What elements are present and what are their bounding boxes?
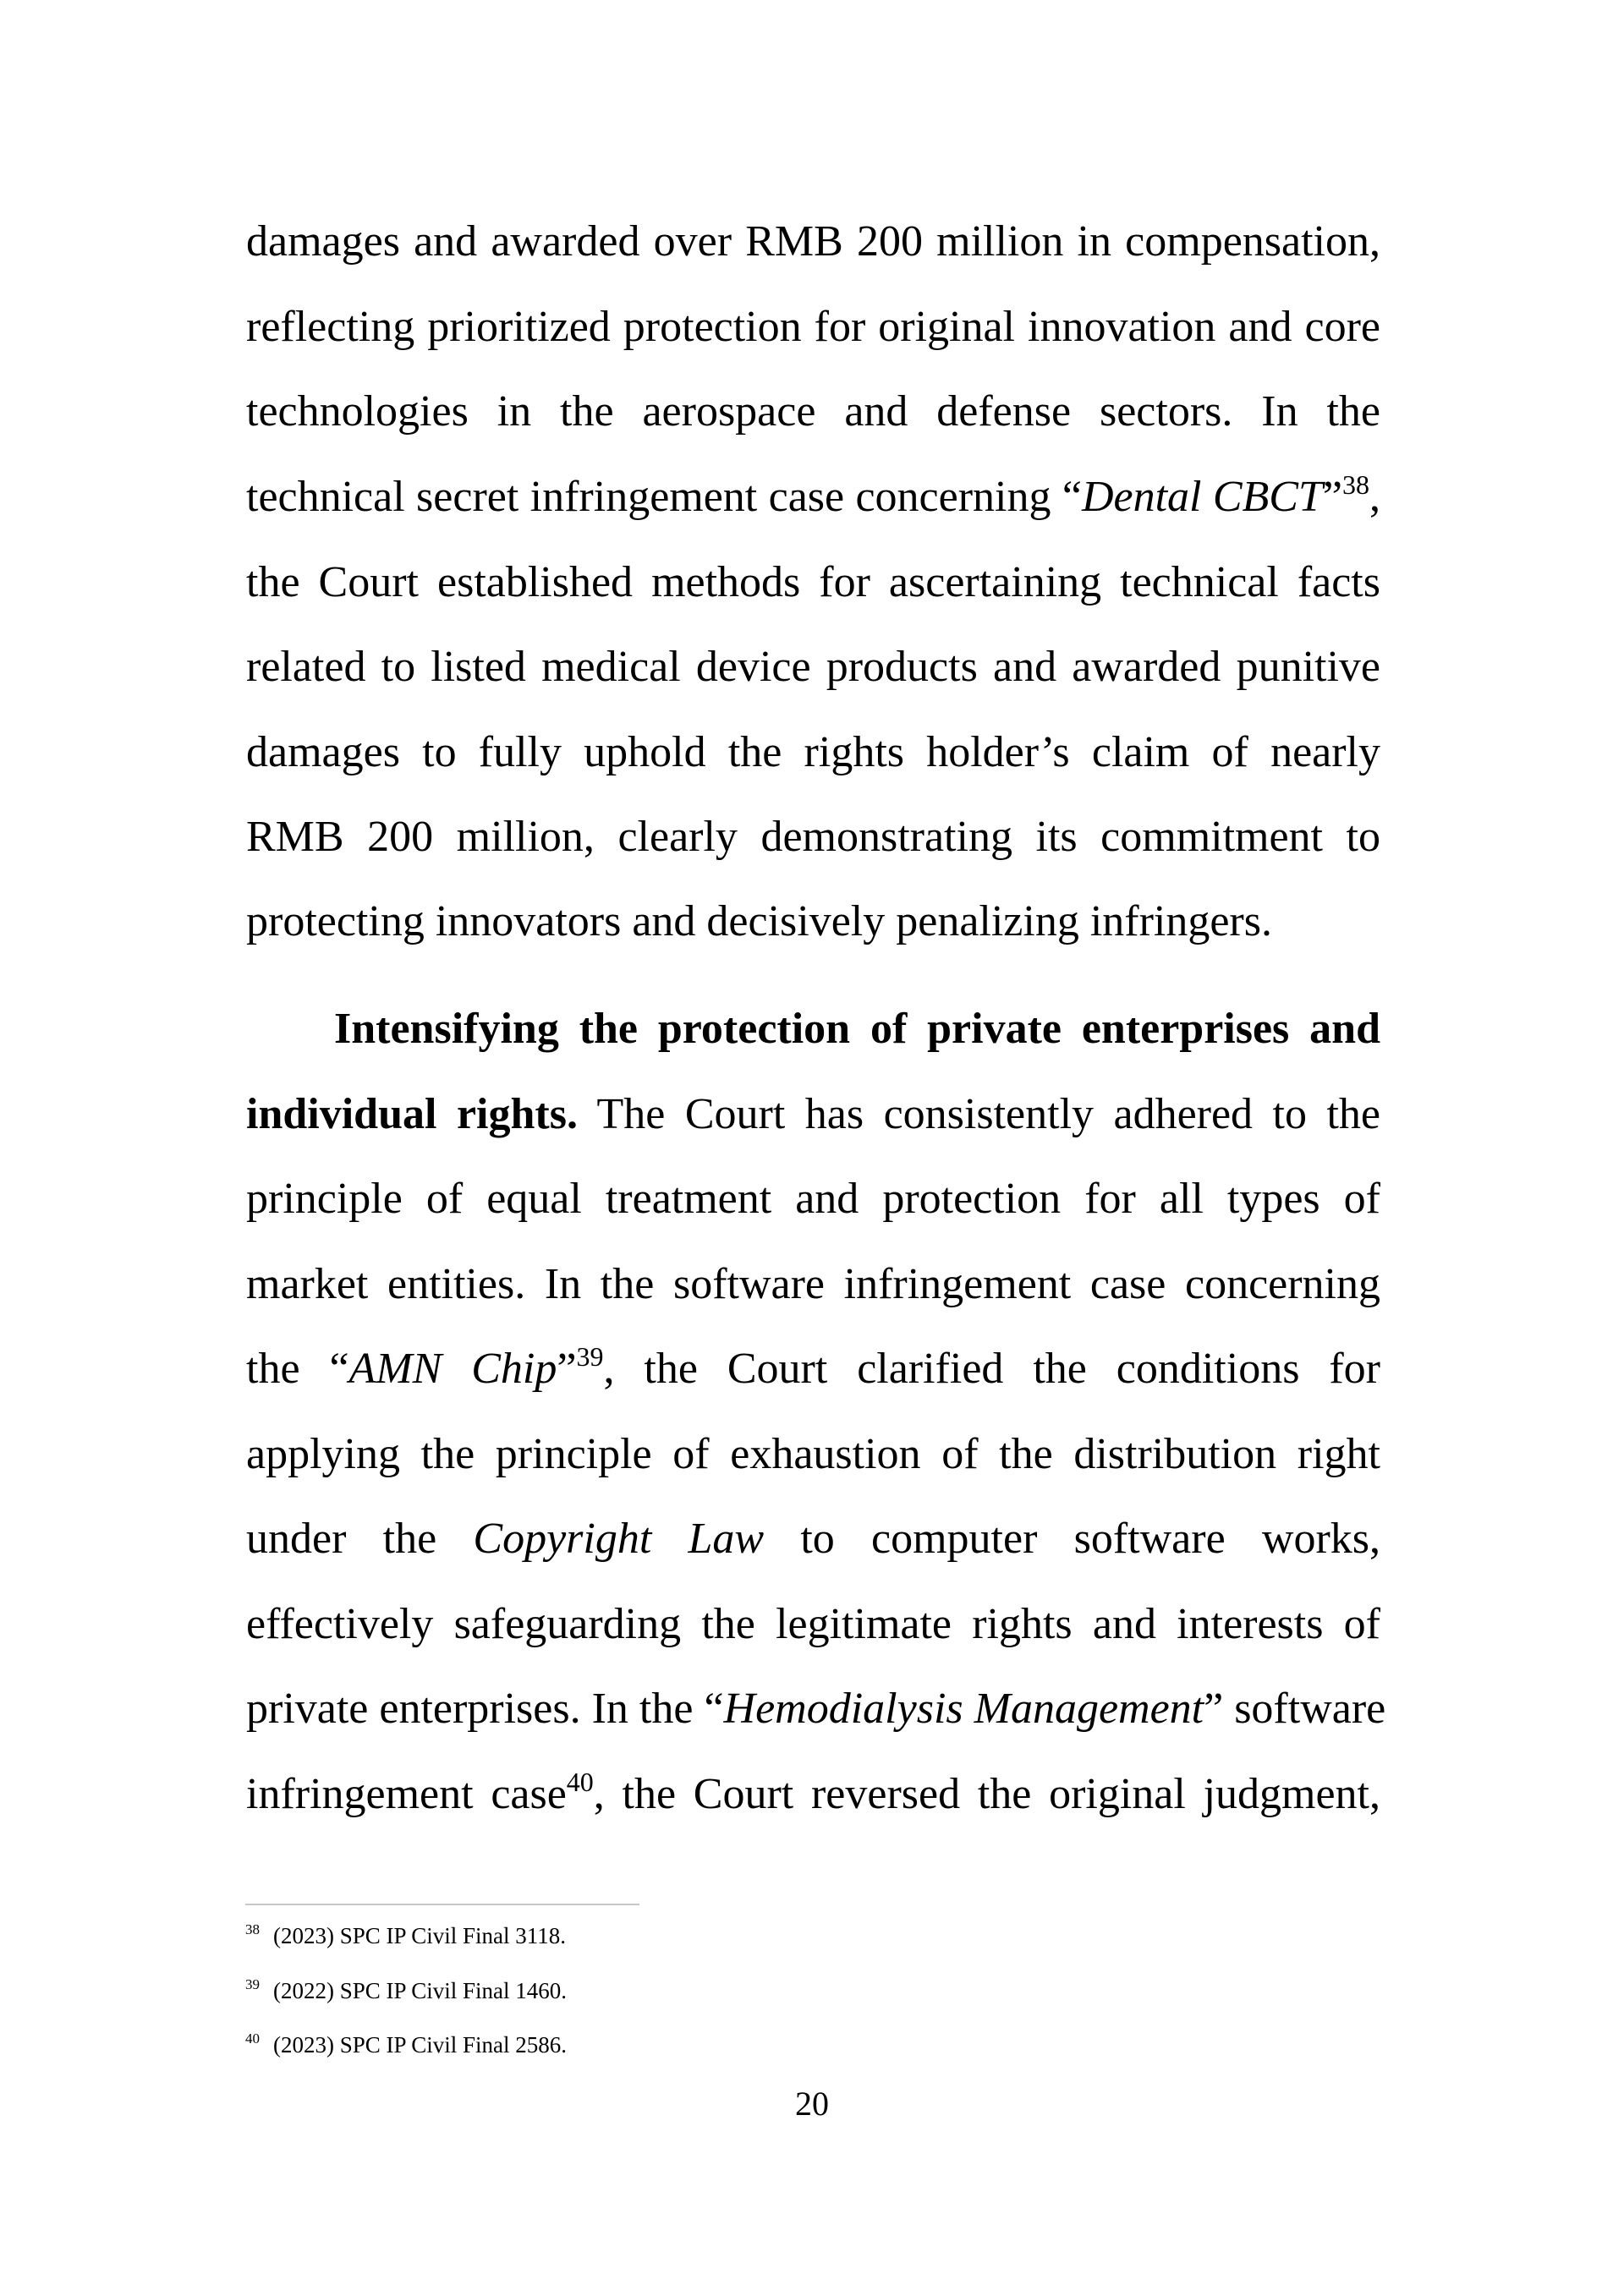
text-run: under the <box>246 1515 474 1563</box>
text-line <box>246 642 1380 693</box>
text-run: private enterprises. In the “ <box>246 1685 724 1733</box>
text-run: , the Court clarified the conditions for <box>603 1345 1380 1393</box>
text-run: to computer software works, <box>764 1515 1380 1563</box>
text-run: technologies in the aerospace and defense sectors. In the <box>246 387 1380 436</box>
text-run: , the Court reversed the original judgment, <box>593 1770 1380 1818</box>
text-line <box>246 812 1380 863</box>
bold-lead-in: individual rights. <box>246 1090 578 1138</box>
text-line <box>246 1174 1380 1225</box>
text-run: The Court has consistently adhered to the <box>577 1090 1381 1138</box>
bold-lead-in: Intensifying the protection of private enterprises and <box>334 1005 1380 1053</box>
text-run: ” software <box>1204 1685 1386 1733</box>
text-run: applying the principle of exhaustion of the distribution right <box>246 1430 1380 1478</box>
text-line <box>246 896 1380 947</box>
footnote-text: (2023) SPC IP Civil Final 2586. <box>273 2032 568 2058</box>
text-line <box>246 216 1380 267</box>
text-line <box>246 727 1380 778</box>
text-run: market entities. In the software infringement case concerning <box>246 1260 1380 1308</box>
footnote-reference: 38 <box>1342 469 1370 500</box>
text-run: ” <box>557 1345 577 1393</box>
italic-title: Dental CBCT <box>1081 473 1323 521</box>
footnote-reference: 40 <box>566 1767 594 1797</box>
text-run: effectively safeguarding the legitimate rights and interests of <box>246 1600 1380 1648</box>
text-run: principle of equal treatment and protection for all types of <box>246 1175 1380 1223</box>
footnote-reference: 39 <box>576 1341 604 1372</box>
text-run: the “ <box>246 1345 349 1393</box>
text-line <box>246 1514 1380 1564</box>
text-line <box>246 386 1380 437</box>
italic-title: AMN Chip <box>348 1345 557 1393</box>
text-run: technical secret infringement case concerning “ <box>246 473 1082 521</box>
footnote-text: (2023) SPC IP Civil Final 3118. <box>273 1923 567 1948</box>
text-line <box>246 1599 1380 1650</box>
text-line <box>246 302 1380 353</box>
text-run: , <box>1369 473 1381 521</box>
text-line <box>246 1259 1380 1310</box>
page-number: 20 <box>795 2085 829 2123</box>
text-line <box>246 1684 1386 1734</box>
footnote: 40 (2023) SPC IP Civil Final 2586. <box>245 2030 568 2058</box>
text-run: damages and awarded over RMB 200 million in compensation, <box>246 217 1380 266</box>
italic-title: Copyright Law <box>473 1515 765 1563</box>
text-run: protecting innovators and decisively penalizing infringers. <box>246 897 1272 945</box>
footnote-text: (2022) SPC IP Civil Final 1460. <box>273 1978 568 2003</box>
text-run: RMB 200 million, clearly demonstrating its commitment to <box>246 813 1380 861</box>
footnote-separator <box>245 1904 639 1905</box>
text-run: related to listed medical device products and awarded punitive <box>246 643 1380 691</box>
text-line <box>246 469 1381 523</box>
text-line <box>334 1004 1380 1055</box>
text-line <box>246 1769 1380 1820</box>
text-run: damages to fully uphold the rights holder’s claim of nearly <box>246 728 1380 776</box>
text-run: the Court established methods for ascertaining technical facts <box>246 558 1380 606</box>
text-run: infringement case <box>246 1770 567 1818</box>
text-line <box>246 1429 1380 1480</box>
text-run: ” <box>1322 473 1343 521</box>
footnote: 39 (2022) SPC IP Civil Final 1460. <box>245 1976 568 2003</box>
text-run: reflecting prioritized protection for original innovation and core <box>246 303 1380 351</box>
italic-title: Hemodialysis Management <box>723 1685 1204 1733</box>
text-line <box>246 1341 1380 1395</box>
footnote: 38 (2023) SPC IP Civil Final 3118. <box>245 1921 567 1948</box>
text-line <box>246 557 1380 608</box>
text-line <box>246 1089 1380 1140</box>
